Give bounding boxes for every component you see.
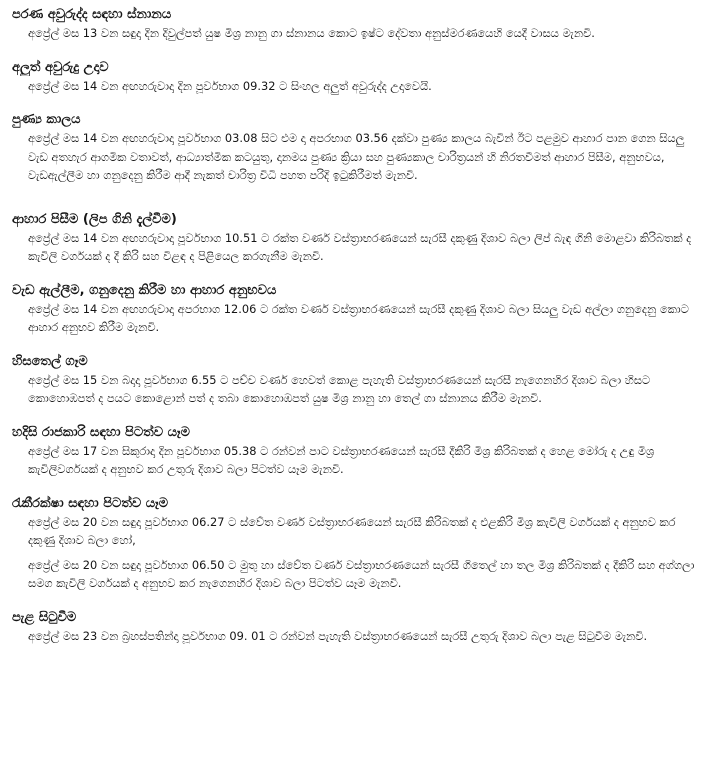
section-work-transactions-meal xyxy=(12,282,701,337)
section-paragraph: අප්‍රේල් මස 20 වන සඳුදා පූර්වභාග 06.50 ට මුතු හා ස්වේත වර්ණ වස්ත්‍රාභරණයෙන් සැරසී ගිතෙල් හා තල මිශ්‍ර කිරිබතක් ද දීකිරි සහ අග්ගලා සමග කැවිලි වර්ගයක් ද අනුභව කර නැගෙනහිර දිශාව බලා පිටත්ව යෑම මැනවි. xyxy=(28,557,695,590)
section-heading: රැකීරක්ෂා සඳහා පිටත්ව යෑම xyxy=(12,495,169,511)
section-paragraph: අප්‍රේල් මස 15 වන බදාදා පූර්වභාග 6.55 ට පච්ච වර්ණ හෙවත් කොළ පැහැති වස්ත්‍රාභරණයෙන් සැරසී නැගෙනහිර දිශාව බලා හිසට කොහොඹපත් ද පයට කොළොන් පත් ද තබා කොහොඹපත් යුෂ මිශ්‍ර නානු හා තෙල් ගා ස්නානය කිරීම මැනවි. xyxy=(28,372,651,405)
section-planting-saplings xyxy=(12,609,701,646)
section-heading: පරණ අවුරුද්ද සඳහා ස්නානය xyxy=(12,7,172,22)
section-paragraph: අප්‍රේල් මස 14 වන අඟහරුවාදා පූර්වභාග 03.08 සිට එම දා අපරභාග 03.56 දක්වා පුණ්‍ය කාලය බැවින් ඊට පළමුව ආහාර පාන ගෙන සියලු වැඩ අතහැර ආගමික වතාවත්, ආධ්‍යාත්මික කටයුතු, දානමය පුණ්‍ය ක්‍රියා සහ පුණ්‍යකාල චාරිත්‍රයන් හි නිරතවීමත් ආහාර පිසීම, අනුභවය, වැඩඇල්ලීම හා ගනුදෙනු කිරීම ආදී නැකත් චාරිත්‍ර විධි පහත පරිදි ඉටුකිරීමත් මැනවි. xyxy=(28,131,685,182)
section-heading: වැඩ ඇල්ලීම, ගනුදෙනු කිරීම හා ආහාර අනුභවය xyxy=(12,282,277,298)
section-auspicious-period xyxy=(12,111,701,185)
section-paragraph: අප්‍රේල් මස 23 වන බ්‍රහස්පතින්දා පූර්වභාග 09. 01 ට රන්වන් පැහැති වස්ත්‍රාභරණයෙන් සැරසී උතුරු දිශාව බලා පැළ සිටුවීම මැනවි. xyxy=(28,628,648,643)
section-paragraph: අප්‍රේල් මස 13 වන සඳුදා දින දිවුල්පත් යුෂ මිශ්‍ර නානු ගා ස්නානය කොට ඉෂ්ට දේවතා අනුස්මරණයෙහි යෙදී වාසය මැනවි. xyxy=(28,26,595,40)
section-lighting-hearth xyxy=(12,211,701,266)
section-urgent-duty-departure xyxy=(12,424,701,479)
section-paragraph: අප්‍රේල් මස 14 වන අඟහරුවාදා අපරභාග 12.06 ට රක්ත වර්ණ වස්ත්‍රාභරණයෙන් සැරසී දකුණු දිශාව බලා සියලු වැඩ අල්ලා ගනුදෙනු කොට ආහාර අනුභව කිරීම මැනවි. xyxy=(28,301,689,334)
section-old-year-bath xyxy=(12,6,701,43)
section-heading: අලුත් අවුරුදු උදාව xyxy=(12,59,109,75)
section-employment-departure xyxy=(12,495,701,593)
section-heading: පුණ්‍ය කාලය xyxy=(12,112,81,127)
section-new-year-dawn xyxy=(12,59,701,96)
section-heading: පැළ සිටුවීම xyxy=(12,609,77,625)
section-head-oil-anointing xyxy=(12,353,701,408)
section-paragraph: අප්‍රේල් මස 17 වන සිකුරාදා දින පූර්වභාග 05.38 ට රන්වන් පාට වස්ත්‍රාභරණයෙන් සැරසී දීකිරි මිශ්‍ර කිරිබතක් ද හෙළ මෝරු ද උඳු මිශ්‍ර කැවිලිවර්ගයක් ද අනුභව කර උතුරු දිශාව බලා පිටත්ව යෑම මැනවි. xyxy=(28,443,655,476)
section-heading: ආහාර පිසීම (ලිප ගිනි දැල්වීම) xyxy=(12,211,177,227)
section-paragraph: අප්‍රේල් මස 14 වන අඟහරුවාදා දින පූර්වභාග 09.32 ට සිංහල අලුත් අවුරුද්ද උදාවෙයි. xyxy=(28,78,432,93)
section-paragraph: අප්‍රේල් මස 20 වන සඳුදා පූර්වභාග 06.27 ට ස්වේත වර්ණ වස්ත්‍රාභරණයෙන් සැරසී කිරිබතක් ද එළකිරි මිශ්‍ර කැවිලි වර්ගයක් ද අනුභව කර දකුණු දිශාව බලා හෝ, xyxy=(28,514,676,547)
section-paragraph: අප්‍රේල් මස 14 වන අඟහරුවාදා පූර්වභාග 10.51 ට රක්ත වර්ණ වස්ත්‍රාභරණයෙන් සැරසී දකුණු දිශාව බලා ලිප් බැඳ ගිනි මොළවා කිරිබතක් ද කැවිලි වර්ගයක් ද දී කිරි සහ විළඳ ද පිළියෙල කරගැනීම මැනවි. xyxy=(28,230,692,263)
section-heading: හදිසි රාජකාරි සඳහා පිටත්ව යෑම xyxy=(12,424,190,440)
section-heading: හිසතෙල් ගෑම xyxy=(12,353,88,369)
